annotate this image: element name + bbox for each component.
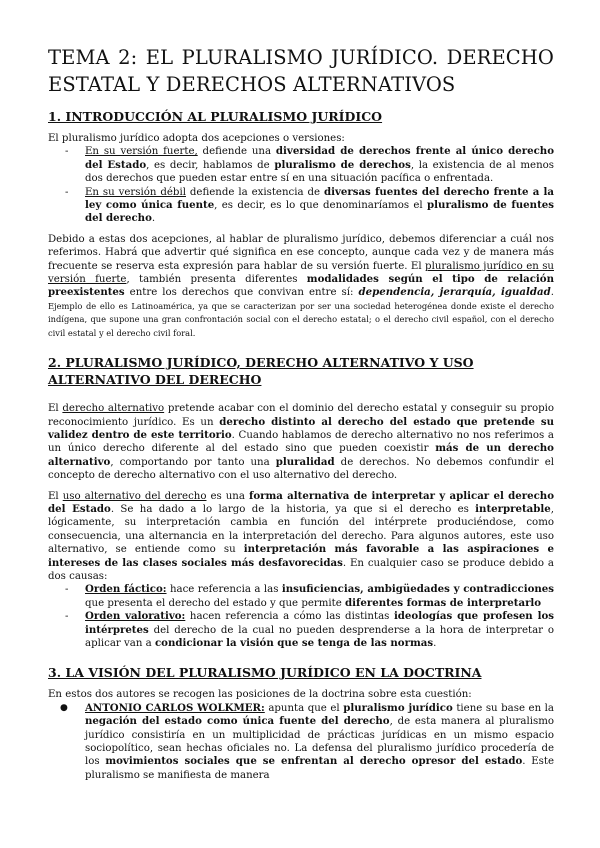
section-2-heading: 2. PLURALISMO JURÍDICO, DERECHO ALTERNATIVO Y USO ALTERNATIVO DEL DERECHO — [48, 355, 474, 388]
section-3-heading: 3. LA VISIÓN DEL PLURALISMO JURÍDICO EN LA DOCTRINA — [48, 665, 482, 681]
section-1-paragraph: Debido a estas dos acepciones, al hablar de pluralismo jurídico, debemos diferenciar a cuál nos referimos. Habrá que advertir qué significa en ese concepto, aunque cada vez y de manera más frecuente se reserva esta expresión para hablar de su versión fuerte. El pluralismo jurídico en su versión fuerte, también presenta diferentes modalidades según el tipo de relación preexistentes entre los derechos que convivan entre sí: dependencia, jerarquía, igualdad. Ejemplo de ello es Latinoamérica, ya que se caracterizan por ser una sociedad heterogénea donde existe el derecho indígena, que supone una gran confrontación social con el derecho estatal; o el derecho civil español, con el derecho civil estatal y el derecho civil foral. — [48, 233, 555, 338]
section-2-list — [48, 583, 554, 650]
section-3-intro: En estos dos autores se recogen las posiciones de la doctrina sobre esta cuestión: — [48, 689, 472, 701]
section-2-paragraph-1: El derecho alternativo pretende acabar con el dominio del derecho estatal y conseguir su propio reconocimiento jurídico. Es un derecho distinto al derecho del estado que pretende su validez dentro de este territorio. Cuando hablamos de derecho alternativo no nos referimos a un único derecho diferente al del estado sino que pueden coexistir más de un derecho alternativo, comportando por tanto una pluralidad de derechos. No debemos confundir el concepto de derecho alternativo con el uso alternativo del derecho. — [48, 403, 554, 482]
list-item: - Orden valorativo: hacen referencia a cómo las distintas ideologías que profesen los intérpretes del derecho de la cual no pueden desprenderse a la hora de interpretar o aplicar van a condicionar la visión que se tenga de las normas. — [65, 610, 554, 649]
section-1-list — [48, 145, 554, 225]
list-item: - En su versión débil defiende la existencia de diversas fuentes del derecho frente a la ley como única fuente, es decir, es lo que denominaríamos el pluralismo de fuentes del derecho. — [65, 185, 554, 225]
document-page — [48, 44, 554, 782]
list-item: - Orden fáctico: hace referencia a las insuficiencias, ambigüedades y contradicciones que presenta el derecho del estado y que permite diferentes formas de interpretarlo — [65, 583, 554, 609]
page-title: TEMA 2: EL PLURALISMO JURÍDICO. DERECHO ESTATAL Y DERECHOS ALTERNATIVOS — [48, 46, 554, 96]
section-3-list — [48, 702, 554, 782]
example-note: Ejemplo de ello es Latinoamérica, ya que se caracterizan por ser una sociedad heterogénea donde existe el derecho indígena, que supone una gran confrontación social con el derecho estatal; o el derecho civil español, con el derecho civil estatal y el derecho civil foral. — [48, 300, 554, 338]
list-item: - En su versión fuerte, defiende una diversidad de derechos frente al único derecho del Estado, es decir, hablamos de pluralismo de derechos, la existencia de al menos dos derechos que pueden estar entre sí en una situación pacífica o enfrentada. — [65, 145, 555, 185]
section-2-paragraph-2: El uso alternativo del derecho es una forma alternativa de interpretar y aplicar el derecho del Estado. Se ha dado a lo largo de la historia, ya que si el derecho es interpretable, lógicamente, su interpretación cambia en función del intérprete produciéndose, como consecuencia, una alternancia en la interpretación del derecho. Para algunos autores, este uso alternativo, se entiende como su interpretación más favorable a las aspiraciones e intereses de las clases sociales más desfavorecidas. En cualquier caso se produce debido a dos causas: — [48, 489, 555, 582]
section-1-intro: El pluralismo jurídico adopta dos acepciones o versiones: — [48, 133, 345, 144]
section-1-heading: 1. INTRODUCCIÓN AL PLURALISMO JURÍDICO — [48, 109, 383, 124]
list-item: ● ANTONIO CARLOS WOLKMER: apunta que el pluralismo jurídico tiene su base en la negación del estado como única fuente del derecho, de esta manera al pluralismo jurídico consistiría en un multiplicidad de prácticas jurídicas en un mismo espacio sociopolítico, sean hechas oficiales no. La defensa del pluralismo jurídico procedería de los movimientos sociales que se enfrentan al derecho opresor del estado. Este pluralismo se manifiesta de manera — [60, 701, 555, 781]
